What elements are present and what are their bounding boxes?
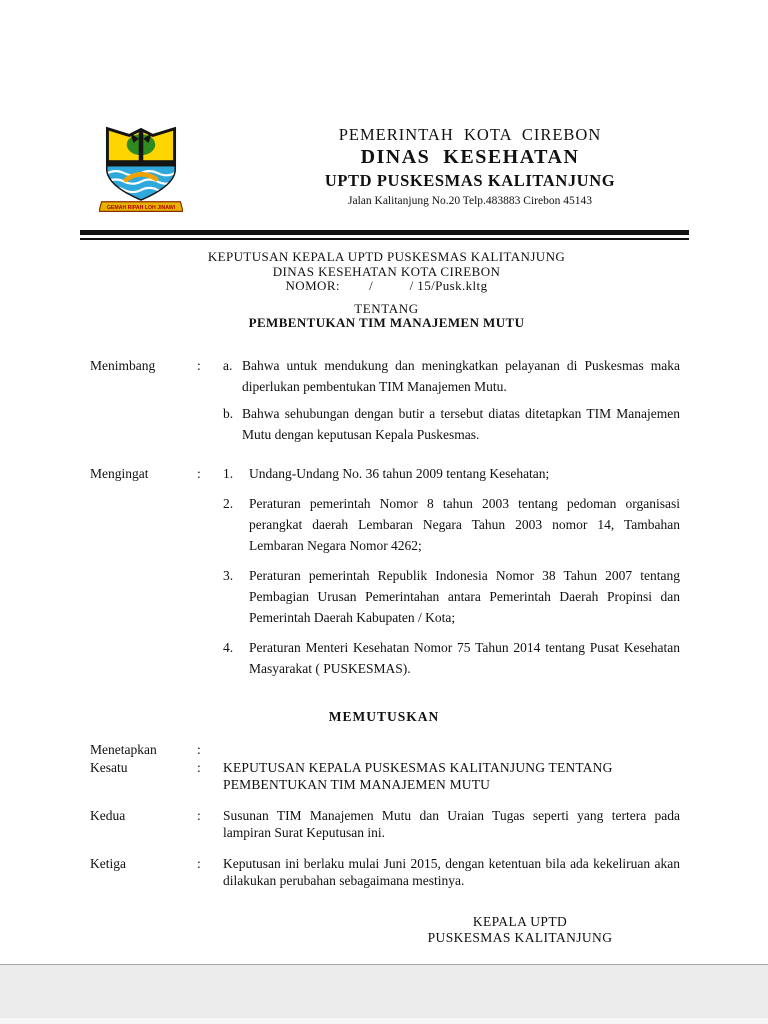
decision-kesatu [90,759,680,794]
decision-text: KEPUTUSAN KEPALA PUSKESMAS KALITANJUNG TENTANG PEMBENTUKAN TIM MANAJEMEN MUTU [223,759,613,792]
decree-number-line: NOMOR: / / 15/Pusk.kltg [285,278,488,293]
decisions-section [0,741,768,890]
item-text: Bahwa untuk mendukung dan meningkatkan pelayanan di Puskesmas maka diperlukan pembentukan TIM Manajemen Mutu. [242,357,680,394]
decree-title-block [0,250,768,294]
government-name: PEMERINTAH KOTA CIREBON [338,125,602,144]
decision-colon: : [197,855,201,871]
mengingat-item [223,493,680,556]
decision-colon: : [197,807,201,823]
mengingat-item [223,637,680,679]
item-marker: 3. [223,567,234,583]
item-text: Bahwa sehubungan dengan butir a tersebut diatas ditetapkan TIM Manajemen Mutu dengan keputusan Kepala Puskesmas. [242,405,680,442]
menimbang-item [223,355,680,397]
decree-body [0,355,768,688]
letterhead-text [252,124,688,209]
decision-colon: : [197,741,201,757]
item-marker: 2. [223,495,234,511]
decision-kedua [90,807,680,842]
item-marker: a. [223,357,233,373]
signature-title-line1: KEPALA UPTD [472,913,568,929]
mengingat-item [223,463,680,484]
item-marker: b. [223,405,234,421]
decree-subject: PEMBENTUKAN TIM MANAJEMEN MUTU [248,315,525,330]
office-name: UPTD PUSKESMAS KALITANJUNG [324,171,616,190]
item-marker: 4. [223,639,234,655]
letterhead [0,122,768,216]
mengingat-items [223,463,680,688]
mengingat-section [90,463,680,688]
decision-label: Menetapkan [90,741,157,757]
emblem-icon [99,122,183,216]
item-text: Peraturan Menteri Kesehatan Nomor 75 Tahun 2014 tentang Pusat Kesehatan Masyarakat ( PUSKESMAS). [249,639,680,676]
decision-label: Kedua [90,807,126,823]
decision-label: Kesatu [90,759,128,775]
logo-motto-text: GEMAH RIPAH LOH JINAWI [106,205,176,212]
office-address: Jalan Kalitanjung No.20 Telp.483883 Cirebon 45143 [348,195,592,207]
decision-text: Keputusan ini berlaku mulai Juni 2015, dengan ketentuan bila ada kekeliruan akan dilakukan perubahan sebagaimana mestinya. [223,855,680,888]
tentang-label: TENTANG [354,300,419,316]
subject-block [0,302,768,331]
decision-label: Ketiga [90,855,126,871]
memutuskan-heading: MEMUTUSKAN [328,708,440,724]
decision-menetapkan [90,741,680,759]
menimbang-colon: : [197,357,201,373]
signature-title-line2: PUSKESMAS KALITANJUNG [427,929,613,945]
page-bottom-gap-inner [0,1018,768,1024]
menimbang-section [90,355,680,451]
cirebon-coat-of-arms-logo [99,122,183,216]
letterhead-separator-rule [80,230,689,240]
decision-colon: : [197,759,201,775]
item-text: Peraturan pemerintah Republik Indonesia Nomor 38 Tahun 2007 tentang Pembagian Urusan Pemerintahan antara Pemerintah Daerah Propinsi dan Pemerintah Daerah Kabupaten / Kota; [249,567,680,625]
department-name: DINAS KESEHATAN [360,146,580,168]
decree-title-line1: KEPUTUSAN KEPALA UPTD PUSKESMAS KALITANJUNG [207,249,566,264]
mengingat-item [223,565,680,628]
decision-ketiga [90,855,680,890]
mengingat-label: Mengingat [90,465,149,481]
decision-text: Susunan TIM Manajemen Mutu dan Uraian Tugas seperti yang tertera pada lampiran Surat Keputusan ini. [223,807,680,840]
menimbang-items [223,355,680,451]
signature-block [380,914,660,946]
item-marker: 1. [223,465,234,481]
page-bottom-gap [0,964,768,1024]
item-text: Undang-Undang No. 36 tahun 2009 tentang Kesehatan; [249,465,550,481]
mengingat-colon: : [197,465,201,481]
menimbang-item [223,403,680,445]
decree-title-line2: DINAS KESEHATAN KOTA CIREBON [272,263,501,279]
menimbang-label: Menimbang [90,357,156,373]
item-text: Peraturan pemerintah Nomor 8 tahun 2003 tentang pedoman organisasi perangkat daerah Lembaran Negara Tahun 2003 nomor 14, Tambahan Lembaran Negara Nomor 4262; [249,495,680,553]
